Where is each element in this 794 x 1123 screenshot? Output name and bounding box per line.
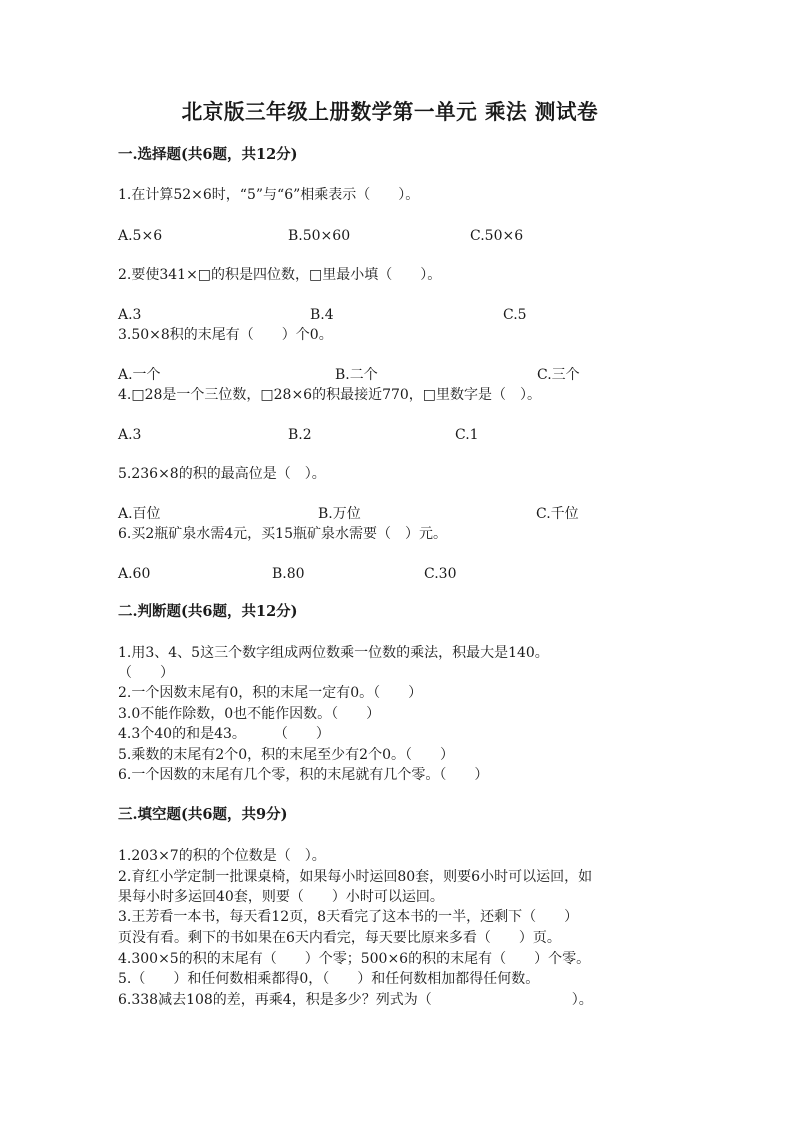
fill-line: 果每小时多运回40套，则要（ ）小时可以运回。: [118, 889, 444, 905]
choice-q1-option-c: C.50×6: [470, 228, 524, 244]
judge-line: 3.0不能作除数，0也不能作因数。（ ）: [118, 706, 381, 722]
choice-question-2: 2.要使341×□的积是四位数，□里最小填（ ）。: [118, 267, 442, 283]
choice-q5-option-b: B.万位: [318, 506, 361, 522]
judge-line: 4.3个40的和是43。 （ ）: [118, 726, 330, 742]
choice-q6-option-c: C.30: [424, 566, 457, 582]
fill-line: 1.203×7的积的个位数是（ ）。: [118, 848, 326, 864]
choice-q5-option-a: A.百位: [118, 506, 161, 522]
choice-q6-option-a: A.60: [118, 566, 151, 582]
choice-q1-option-b: B.50×60: [288, 228, 351, 244]
choice-q2-option-a: A.3: [118, 307, 142, 323]
choice-q2-option-c: C.5: [503, 307, 527, 323]
choice-q4-option-b: B.2: [288, 427, 312, 443]
section-heading-choice: 一.选择题(共6题，共12分): [118, 146, 298, 163]
fill-line: 4.300×5的积的末尾有（ ）个零；500×6的积的末尾有（ ）个零。: [118, 951, 591, 967]
judge-line: 5.乘数的末尾有2个0，积的末尾至少有2个0。（ ）: [118, 747, 454, 763]
judge-line: （ ）: [118, 665, 174, 681]
choice-q3-option-c: C.三个: [537, 367, 580, 383]
section-heading-judge: 二.判断题(共6题，共12分): [118, 603, 298, 620]
choice-q2-option-b: B.4: [310, 307, 334, 323]
choice-question-6: 6.买2瓶矿泉水需4元，买15瓶矿泉水需要（ ）元。: [118, 526, 447, 542]
fill-line: 5.（ ）和任何数相乘都得0，（ ）和任何数相加都得任何数。: [118, 971, 540, 987]
judge-line: 1.用3、4、5这三个数字组成两位数乘一位数的乘法，积最大是140。: [118, 645, 549, 661]
choice-question-1: 1.在计算52×6时，“5”与“6”相乘表示（ ）。: [118, 187, 420, 203]
choice-q4-option-a: A.3: [118, 427, 142, 443]
fill-line: 6.338减去108的差，再乘4，积是多少？列式为（ ）。: [118, 992, 593, 1008]
judge-line: 6.一个因数的末尾有几个零，积的末尾就有几个零。（ ）: [118, 767, 489, 783]
choice-q3-option-b: B.二个: [335, 367, 378, 383]
choice-question-4: 4.□28是一个三位数，□28×6的积最接近770，□里数字是（ ）。: [118, 387, 542, 403]
choice-question-5: 5.236×8的积的最高位是（ ）。: [118, 466, 326, 482]
fill-line: 页没有看。剩下的书如果在6天内看完，每天要比原来多看（ ）页。: [118, 930, 561, 946]
choice-q5-option-c: C.千位: [536, 506, 579, 522]
choice-q3-option-a: A.一个: [118, 367, 161, 383]
fill-line: 2.育红小学定制一批课桌椅，如果每小时运回80套，则要6小时可以运回，如: [118, 869, 593, 885]
judge-line: 2.一个因数末尾有0，积的末尾一定有0。（ ）: [118, 685, 423, 701]
section-heading-fill: 三.填空题(共6题，共9分): [118, 806, 288, 823]
page-title: 北京版三年级上册数学第一单元 乘法 测试卷: [181, 99, 599, 124]
fill-line: 3.王芳看一本书，每天看12页，8天看完了这本书的一半，还剩下（ ）: [118, 909, 579, 925]
choice-q6-option-b: B.80: [272, 566, 305, 582]
choice-q1-option-a: A.5×6: [118, 228, 163, 244]
choice-question-3: 3.50×8积的末尾有（ ）个0。: [118, 327, 333, 343]
choice-q4-option-c: C.1: [455, 427, 479, 443]
